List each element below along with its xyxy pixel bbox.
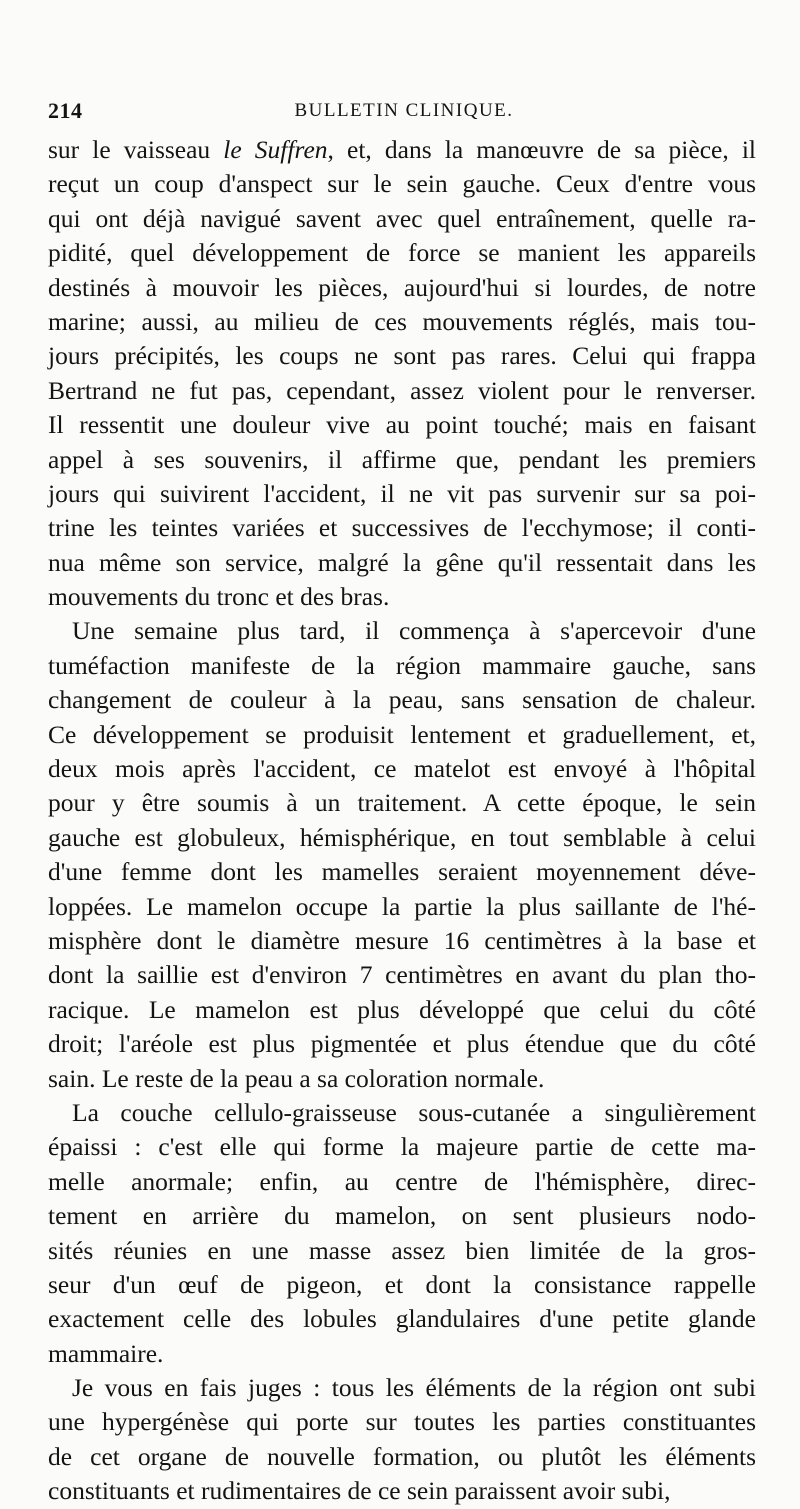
text-line: droit; l'aréole est plus pigmentée et plus étendue que du côté	[48, 1029, 756, 1059]
text-line: Bertrand ne fut pas, cependant, assez violent pour le renverser.	[48, 375, 756, 405]
ship-name: le Suffren	[223, 135, 328, 164]
text-line: mouvements du tronc et des bras.	[48, 582, 390, 612]
text-line: gauche est globuleux, hémisphérique, en tout semblable à celui	[48, 822, 756, 852]
text-line: tuméfaction manifeste de la région mammaire gauche, sans	[48, 650, 756, 680]
text-line: épaissi : c'est elle qui forme la majeure partie de cette ma-	[48, 1132, 756, 1162]
text-line: racique. Le mamelon est plus développé que celui du côté	[48, 994, 756, 1024]
paragraph	[48, 133, 756, 614]
text-line: misphère dont le diamètre mesure 16 centimètres à la base et	[48, 925, 756, 955]
text-line: pidité, quel développement de force se manient les appareils	[48, 238, 756, 268]
text-line: une hypergénèse qui porte sur toutes les parties constituantes	[48, 1407, 756, 1437]
text-line: jours qui suivirent l'accident, il ne vit pas survenir sur sa poi-	[48, 478, 756, 508]
text-line: La couche cellulo-graisseuse sous-cutanée a singulièrement	[72, 1097, 756, 1127]
text-line: sain. Le reste de la peau a sa coloration normale.	[48, 1063, 545, 1093]
page-number: 214	[48, 98, 83, 123]
text-line: Une semaine plus tard, il commença à s'apercevoir d'une	[72, 616, 756, 646]
journal-title: BULLETIN CLINIQUE.	[294, 100, 514, 121]
text-line: dont la saillie est d'environ 7 centimètres en avant du plan tho-	[48, 960, 756, 990]
text-line: qui ont déjà navigué savent avec quel entraînement, quelle ra-	[48, 203, 756, 233]
running-head	[48, 98, 760, 128]
text-line: Ce développement se produisit lentement et graduellement, et,	[48, 719, 756, 749]
text-line: mammaire.	[48, 1338, 164, 1368]
text-line: constituants et rudimentaires de ce sein paraissent avoir subi,	[48, 1476, 671, 1506]
text-line: reçut un coup d'anspect sur le sein gauche. Ceux d'entre vous	[48, 169, 756, 199]
text-line: loppées. Le mamelon occupe la partie la plus saillante de l'hé-	[48, 891, 756, 921]
body-text	[48, 133, 756, 1509]
paragraph	[48, 614, 756, 1095]
text-line: d'une femme dont les mamelles seraient moyennement déve-	[48, 857, 756, 887]
text-line: trine les teintes variées et successives de l'ecchymose; il conti-	[48, 513, 756, 543]
text-line: changement de couleur à la peau, sans sensation de chaleur.	[48, 685, 756, 715]
text-line: de cet organe de nouvelle formation, ou plutôt les éléments	[48, 1441, 756, 1471]
text-line: destinés à mouvoir les pièces, aujourd'hui si lourdes, de notre	[48, 272, 756, 302]
text-line: seur d'un œuf de pigeon, et dont la consistance rappelle	[48, 1269, 756, 1299]
text-line: jours précipités, les coups ne sont pas rares. Celui qui frappa	[48, 341, 756, 371]
text-line: appel à ses souvenirs, il affirme que, pendant les premiers	[48, 444, 756, 474]
text-line: nua même son service, malgré la gêne qu'il ressentait dans les	[48, 547, 756, 577]
text-line: sités réunies en une masse assez bien limitée de la gros-	[48, 1235, 756, 1265]
paragraph	[48, 1371, 756, 1509]
text-line: Il ressentit une douleur vive au point touché; mais en faisant	[48, 410, 756, 440]
text-line: sur le vaisseau le Suffren, et, dans la manœuvre de sa pièce, il	[48, 135, 756, 164]
paragraph	[48, 1096, 756, 1371]
text-line: pour y être soumis à un traitement. A cette époque, le sein	[48, 788, 756, 818]
text-line: marine; aussi, au milieu de ces mouvements réglés, mais tou-	[48, 306, 756, 336]
text-line: deux mois après l'accident, ce matelot est envoyé à l'hôpital	[48, 754, 756, 784]
text-line: Je vous en fais juges : tous les éléments de la région ont subi	[72, 1373, 756, 1403]
text-line: tement en arrière du mamelon, on sent plusieurs nodo-	[48, 1201, 756, 1231]
text-line: exactement celle des lobules glandulaires d'une petite glande	[48, 1304, 756, 1334]
text-line: melle anormale; enfin, au centre de l'hémisphère, direc-	[48, 1166, 756, 1196]
